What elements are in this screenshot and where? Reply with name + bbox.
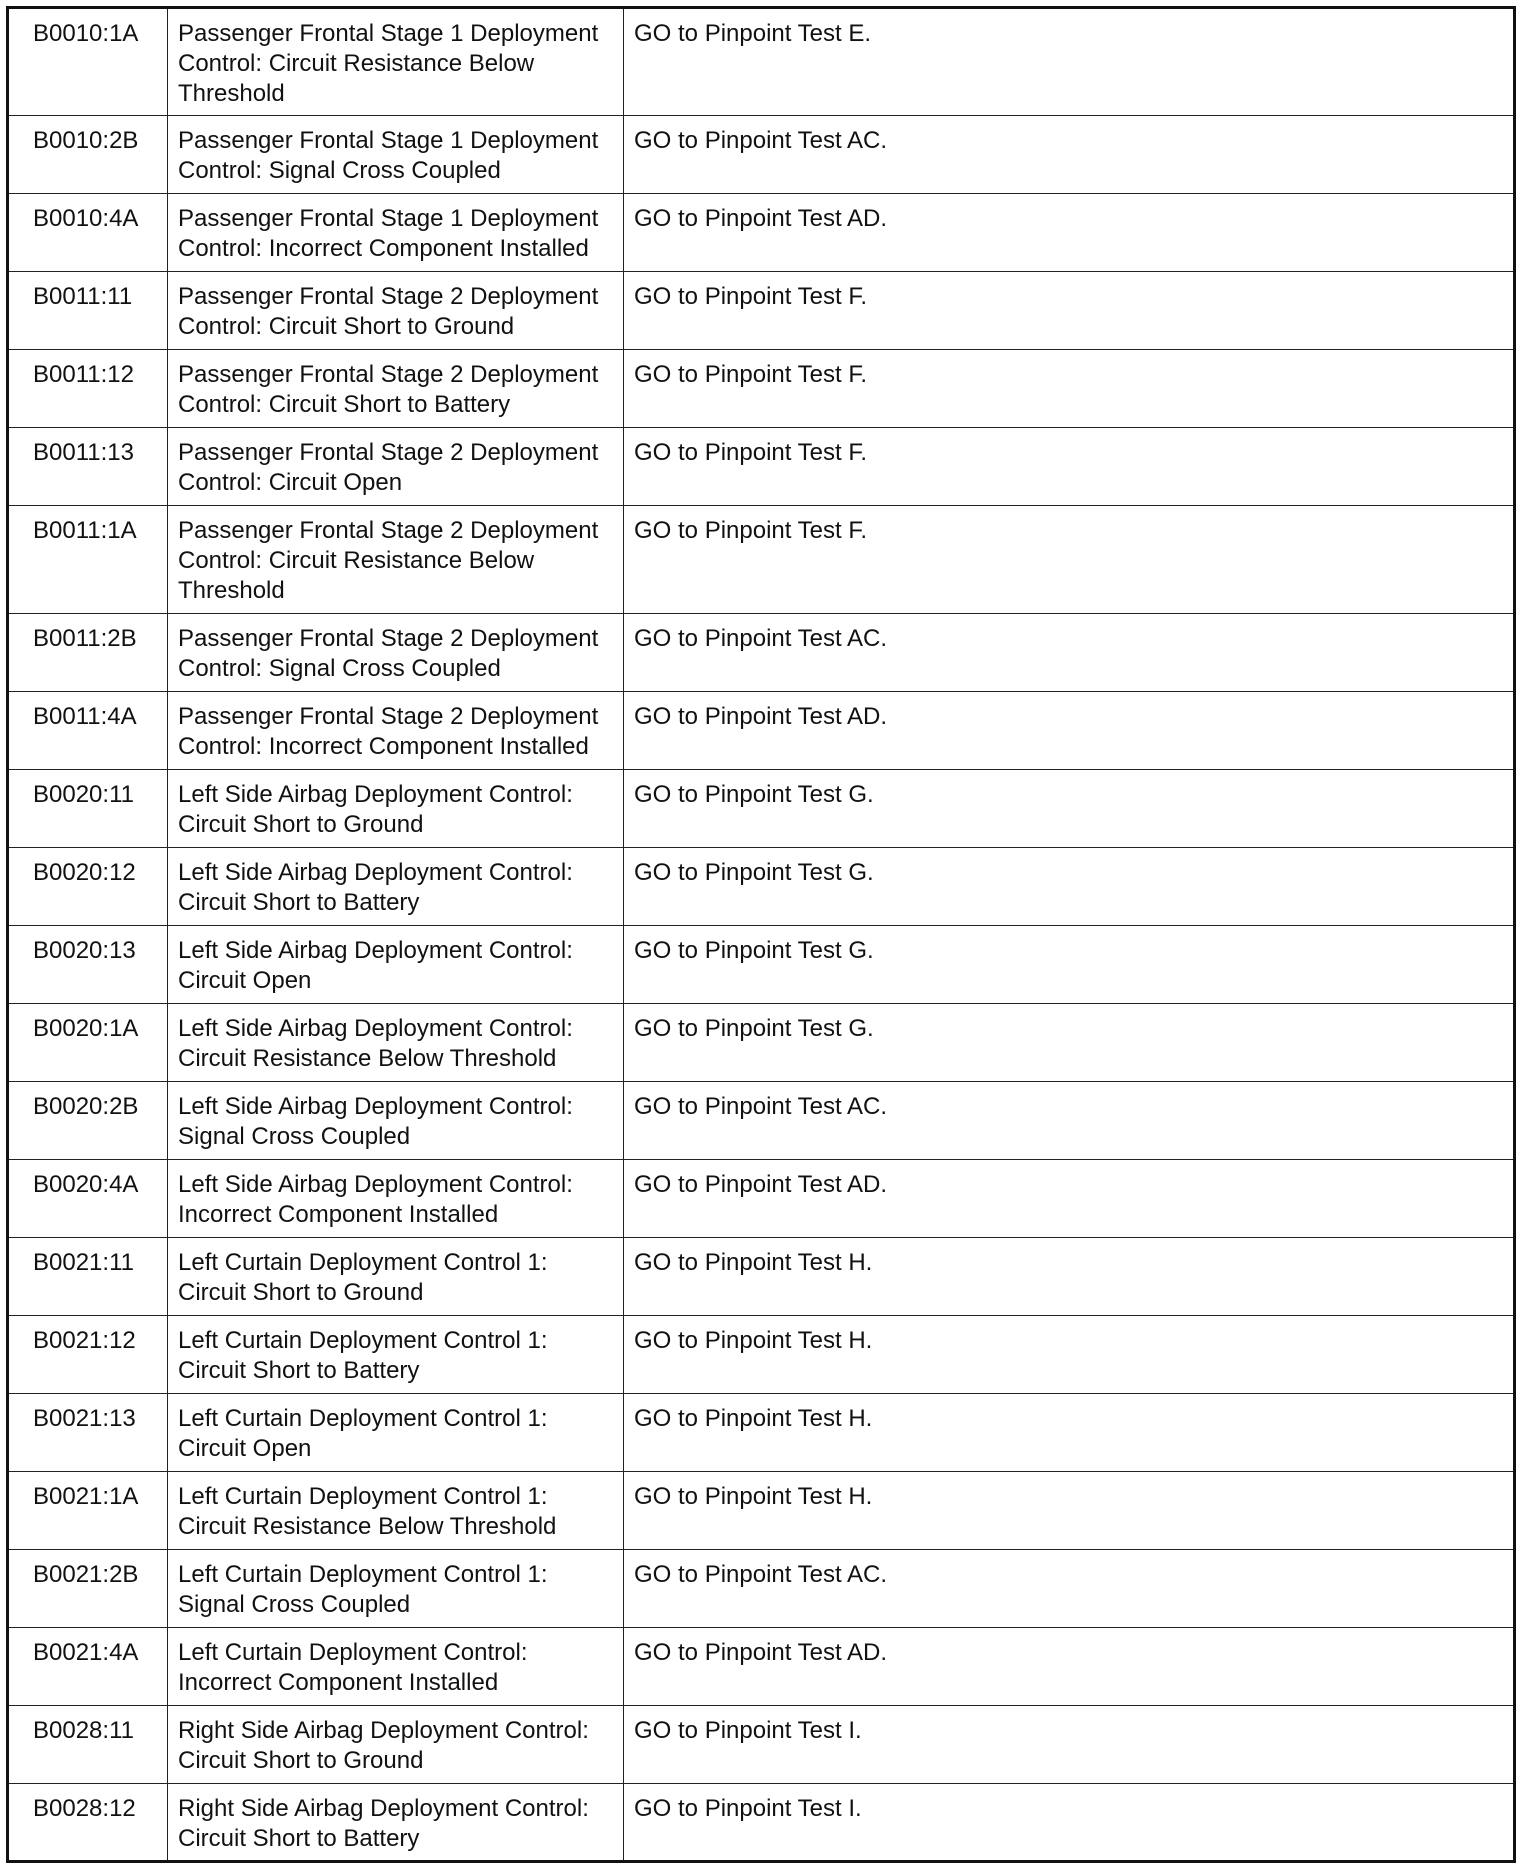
table-row [8,1238,1515,1316]
table-row [8,1082,1515,1160]
dtc-code-cell: B0010:4A [8,194,168,272]
dtc-description-cell: Passenger Frontal Stage 2 Deployment Control: Circuit Short to Battery [168,350,624,428]
dtc-code-cell: B0011:13 [8,428,168,506]
dtc-description-cell: Left Curtain Deployment Control: Incorrect Component Installed [168,1628,624,1706]
dtc-action-cell: GO to Pinpoint Test G. [624,848,1515,926]
dtc-code-cell: B0021:1A [8,1472,168,1550]
dtc-action-cell: GO to Pinpoint Test AC. [624,614,1515,692]
dtc-table [6,6,1516,1863]
table-row [8,8,1515,116]
table-row [8,692,1515,770]
dtc-action-cell: GO to Pinpoint Test AD. [624,1160,1515,1238]
dtc-action-cell: GO to Pinpoint Test AC. [624,1550,1515,1628]
table-row [8,926,1515,1004]
dtc-action-cell: GO to Pinpoint Test AC. [624,1082,1515,1160]
dtc-table-body [8,8,1515,1862]
table-row [8,1394,1515,1472]
dtc-description-cell: Left Curtain Deployment Control 1: Circuit Short to Ground [168,1238,624,1316]
table-row [8,1784,1515,1862]
dtc-description-cell: Left Curtain Deployment Control 1: Circuit Resistance Below Threshold [168,1472,624,1550]
dtc-action-cell: GO to Pinpoint Test I. [624,1784,1515,1862]
dtc-action-cell: GO to Pinpoint Test G. [624,770,1515,848]
table-row [8,428,1515,506]
dtc-description-cell: Left Curtain Deployment Control 1: Circuit Open [168,1394,624,1472]
dtc-description-cell: Passenger Frontal Stage 1 Deployment Control: Incorrect Component Installed [168,194,624,272]
dtc-description-cell: Passenger Frontal Stage 2 Deployment Control: Circuit Open [168,428,624,506]
dtc-code-cell: B0020:1A [8,1004,168,1082]
dtc-action-cell: GO to Pinpoint Test G. [624,926,1515,1004]
dtc-code-cell: B0021:4A [8,1628,168,1706]
dtc-action-cell: GO to Pinpoint Test AC. [624,116,1515,194]
dtc-code-cell: B0011:1A [8,506,168,614]
table-row [8,1706,1515,1784]
dtc-code-cell: B0011:11 [8,272,168,350]
dtc-action-cell: GO to Pinpoint Test H. [624,1472,1515,1550]
dtc-code-cell: B0011:12 [8,350,168,428]
dtc-code-cell: B0021:12 [8,1316,168,1394]
table-row [8,116,1515,194]
dtc-description-cell: Left Side Airbag Deployment Control: Circuit Open [168,926,624,1004]
table-row [8,1628,1515,1706]
dtc-code-cell: B0020:12 [8,848,168,926]
dtc-code-cell: B0020:11 [8,770,168,848]
dtc-code-cell: B0021:2B [8,1550,168,1628]
dtc-description-cell: Passenger Frontal Stage 2 Deployment Control: Incorrect Component Installed [168,692,624,770]
dtc-description-cell: Left Side Airbag Deployment Control: Circuit Resistance Below Threshold [168,1004,624,1082]
table-row [8,272,1515,350]
table-row [8,350,1515,428]
dtc-action-cell: GO to Pinpoint Test H. [624,1238,1515,1316]
dtc-code-cell: B0021:11 [8,1238,168,1316]
table-row [8,1004,1515,1082]
dtc-description-cell: Left Curtain Deployment Control 1: Circuit Short to Battery [168,1316,624,1394]
dtc-action-cell: GO to Pinpoint Test F. [624,272,1515,350]
dtc-code-cell: B0011:4A [8,692,168,770]
table-row [8,614,1515,692]
dtc-description-cell: Left Side Airbag Deployment Control: Circuit Short to Battery [168,848,624,926]
dtc-action-cell: GO to Pinpoint Test F. [624,350,1515,428]
dtc-action-cell: GO to Pinpoint Test I. [624,1706,1515,1784]
table-row [8,1550,1515,1628]
dtc-action-cell: GO to Pinpoint Test H. [624,1316,1515,1394]
dtc-action-cell: GO to Pinpoint Test F. [624,428,1515,506]
dtc-description-cell: Right Side Airbag Deployment Control: Circuit Short to Ground [168,1706,624,1784]
dtc-code-cell: B0010:1A [8,8,168,116]
dtc-description-cell: Right Side Airbag Deployment Control: Circuit Short to Battery [168,1784,624,1862]
dtc-code-cell: B0020:4A [8,1160,168,1238]
dtc-action-cell: GO to Pinpoint Test F. [624,506,1515,614]
dtc-action-cell: GO to Pinpoint Test AD. [624,692,1515,770]
table-row [8,1472,1515,1550]
dtc-description-cell: Passenger Frontal Stage 2 Deployment Control: Circuit Short to Ground [168,272,624,350]
dtc-action-cell: GO to Pinpoint Test H. [624,1394,1515,1472]
table-row [8,770,1515,848]
dtc-description-cell: Passenger Frontal Stage 2 Deployment Control: Signal Cross Coupled [168,614,624,692]
dtc-description-cell: Passenger Frontal Stage 2 Deployment Control: Circuit Resistance Below Threshold [168,506,624,614]
dtc-code-cell: B0020:13 [8,926,168,1004]
dtc-description-cell: Left Side Airbag Deployment Control: Incorrect Component Installed [168,1160,624,1238]
dtc-description-cell: Passenger Frontal Stage 1 Deployment Control: Circuit Resistance Below Threshold [168,8,624,116]
dtc-action-cell: GO to Pinpoint Test G. [624,1004,1515,1082]
table-row [8,1160,1515,1238]
dtc-description-cell: Left Side Airbag Deployment Control: Circuit Short to Ground [168,770,624,848]
dtc-description-cell: Left Side Airbag Deployment Control: Signal Cross Coupled [168,1082,624,1160]
table-row [8,1316,1515,1394]
dtc-action-cell: GO to Pinpoint Test AD. [624,1628,1515,1706]
dtc-code-cell: B0020:2B [8,1082,168,1160]
table-row [8,848,1515,926]
dtc-code-cell: B0028:11 [8,1706,168,1784]
dtc-description-cell: Passenger Frontal Stage 1 Deployment Control: Signal Cross Coupled [168,116,624,194]
dtc-code-cell: B0010:2B [8,116,168,194]
dtc-action-cell: GO to Pinpoint Test E. [624,8,1515,116]
dtc-action-cell: GO to Pinpoint Test AD. [624,194,1515,272]
dtc-code-cell: B0028:12 [8,1784,168,1862]
table-row [8,506,1515,614]
dtc-code-cell: B0011:2B [8,614,168,692]
dtc-code-cell: B0021:13 [8,1394,168,1472]
dtc-description-cell: Left Curtain Deployment Control 1: Signal Cross Coupled [168,1550,624,1628]
table-row [8,194,1515,272]
